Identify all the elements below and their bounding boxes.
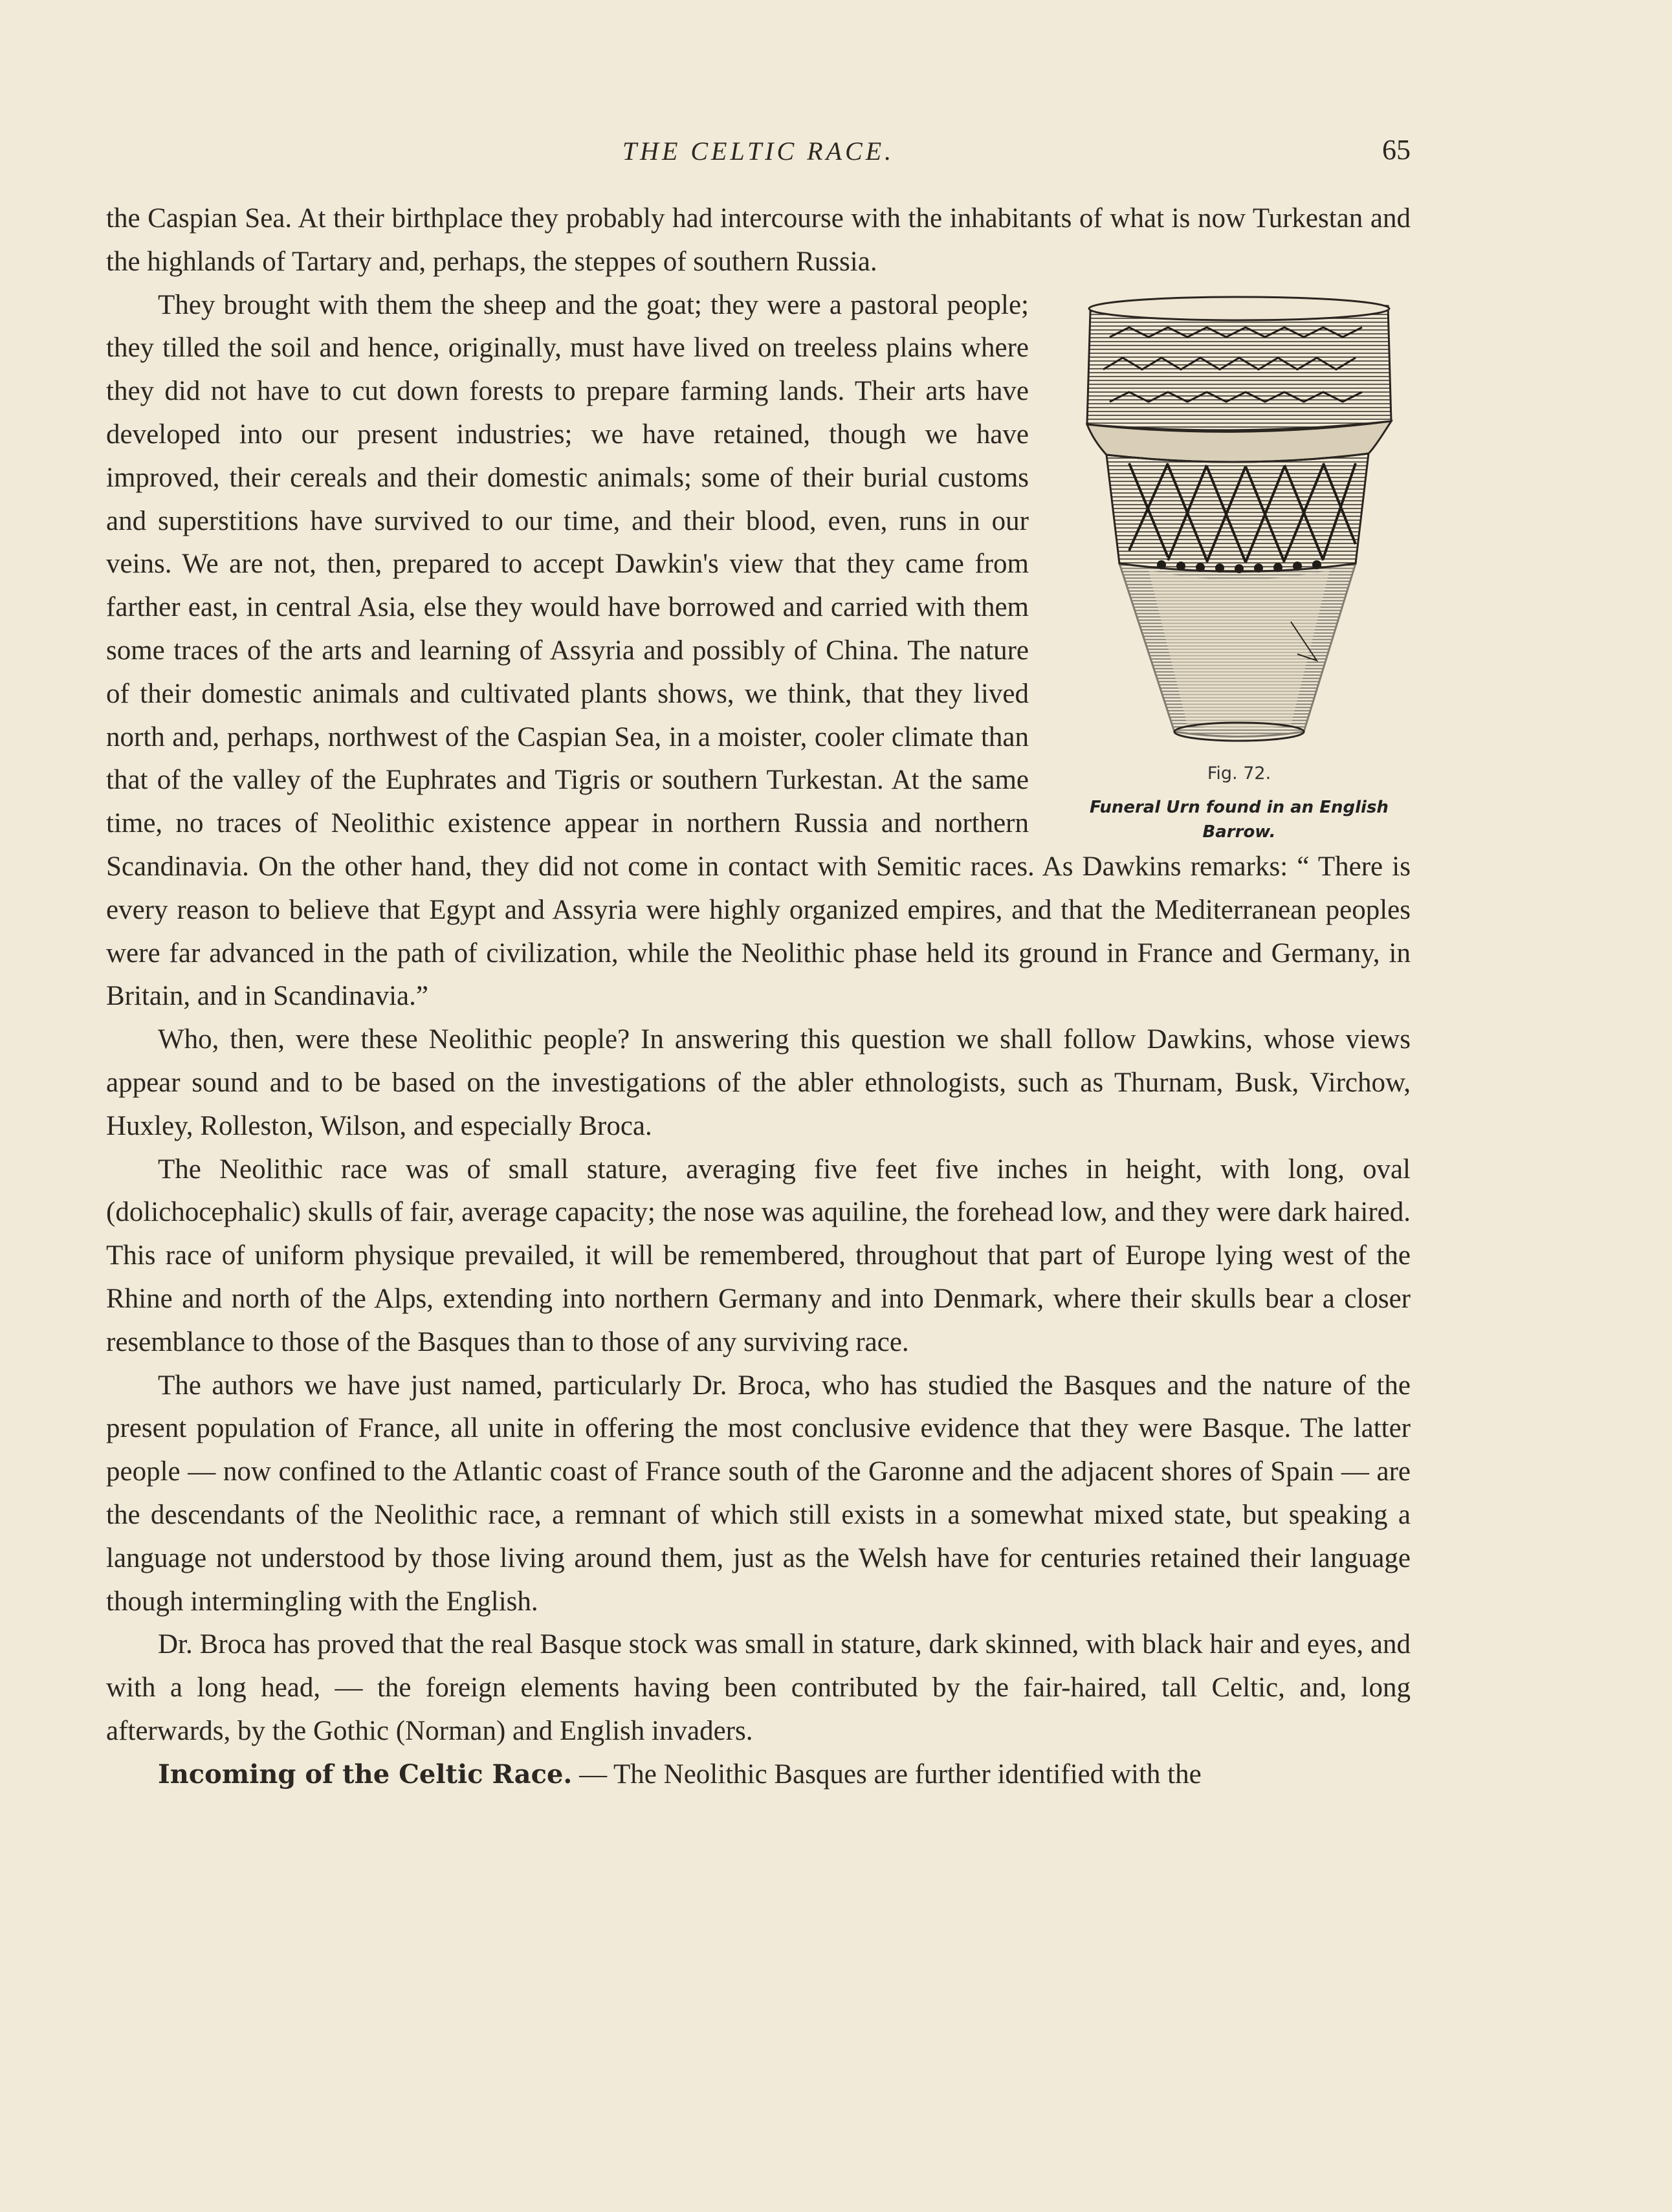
- section-heading: Incoming of the Celtic Race.: [158, 1758, 573, 1790]
- page-number: 65: [1382, 134, 1411, 166]
- body-text: [106, 197, 1411, 1796]
- running-title: THE CELTIC RACE.: [622, 137, 895, 166]
- paragraph-5: The authors we have just named, particularly Dr. Broca, who has studied the Basques and the nature of the present population of France, all unite in offering the most conclusive evidence that they were Basque. The latter people — now confined to the Atlantic coast of France south of the Garonne and the adjacent shores of Spain — are the descendants of the Neolithic race, a remnant of which still exists in a somewhat mixed state, but speaking a language not understood by those living around them, just as the Welsh have for centuries retained their language though intermingling with the English.: [106, 1370, 1411, 1617]
- figure-72: [1068, 285, 1411, 845]
- paragraph-4: The Neolithic race was of small stature, averaging five feet five inches in height, with long, oval (dolichocephalic) skulls of fair, average capacity; the nose was aquiline, the forehead low, and they were dark haired. This race of uniform physique prevailed, it will be remembered, throughout that part of Europe lying west of the Rhine and north of the Alps, extending into northern Germany and into Denmark, where their skulls bear a closer resemblance to those of the Basques than to those of any surviving race.: [106, 1154, 1411, 1357]
- figure-label: Fig. 72.: [1207, 763, 1271, 783]
- paragraph-3: Who, then, were these Neolithic people? In answering this question we shall follow Dawkins, whose views appear sound and to be based on the investigations of the abler ethnologists, such as Thurnam, Busk, Virchow, Huxley, Rolleston, Wilson, and especially Broca.: [106, 1024, 1411, 1141]
- paragraph-7-text: — The Neolithic Basques are further identified with the: [572, 1758, 1202, 1790]
- paragraph-1: the Caspian Sea. At their birthplace they probably had intercourse with the inhabitants of what is now Turkestan and the highlands of Tartary and, perhaps, the steppes of southern Russia.: [106, 203, 1411, 277]
- running-head: [106, 128, 1411, 173]
- figure-caption: Funeral Urn found in an English Barrow.: [1090, 798, 1389, 842]
- funeral-urn-icon: [1071, 285, 1407, 751]
- paragraph-6: Dr. Broca has proved that the real Basque stock was small in stature, dark skinned, with black hair and eyes, and with a long head, — the foreign elements having been contributed by the fair-haired, tall Celtic, and, long afterwards, by the Gothic (Norman) and English invaders.: [106, 1629, 1411, 1746]
- paragraph-2: They brought with them the sheep and the goat; they were a pastoral people; they tilled the soil and hence, originally, must have lived on treeless plains where they did not have to cut down forests to prepare farming lands. Their arts have developed into our present industries; we have retained, though we have improved, their cereals and their domestic animals; some of their burial customs and superstitions have survived to our time, and their blood, even, runs in our veins. We are not, then, prepared to accept Dawkin's view that they came from farther east, in central Asia, else they would have borrowed and carried with them some traces of the arts and learning of Assyria and possibly of China. The nature of their domestic animals and cultivated plants shows, we think, that they lived north and, perhaps, northwest of the Caspian Sea, in a moister, cooler climate than that of the valley of the Euphrates and Tigris or southern Turkestan. At the same time, no traces of Neolithic existence appear in northern Russia and northern Scandinavia. On the other hand, they did not come in contact with Semitic races. As Dawkins remarks: “ There is every reason to believe that Egypt and Assyria were highly organized empires, and that the Mediterranean peoples were far advanced in the path of civilization, while the Neolithic phase held its ground in France and Germany, in Britain, and in Scandinavia.”: [106, 289, 1411, 1012]
- paragraph-7: [106, 1753, 1411, 1797]
